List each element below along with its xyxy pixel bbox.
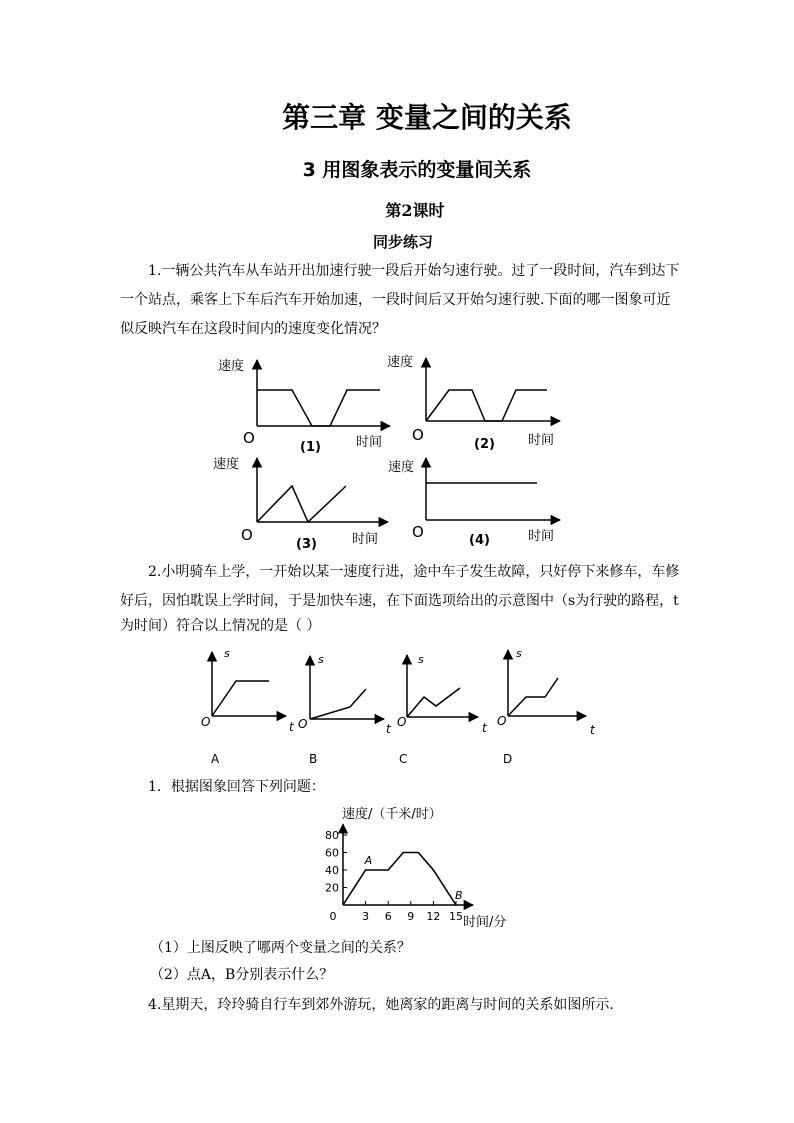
chart-y-tick-label: 80 [325,829,339,842]
graph-1-origin: O [243,429,255,447]
chart-series-line [343,853,456,906]
option-c-y-label: s [418,653,424,666]
graph-2-origin: O [412,426,424,444]
graph-3-caption: (3) [296,537,317,552]
chart-x-tick-label: 0 [329,910,337,923]
q3-prompt: 1．根据图象回答下列问题： [148,779,325,795]
graph-4-origin: O [412,523,424,541]
option-d-origin: O [497,714,507,728]
chart-point-label: B [455,889,463,902]
lesson-label: 第2课时 [385,201,445,220]
option-b-label: B [309,752,318,766]
option-a-label: A [211,752,220,766]
option-c-label: C [399,752,408,766]
chart-point-label: A [364,854,373,867]
chart-x-axis-label: 时间/分 [463,915,507,930]
option-a-y-label: s [224,647,230,660]
option-d-y-label: s [516,647,522,660]
chart-y-tick-label: 60 [325,846,339,860]
graph-4-y-label: 速度 [388,460,415,475]
graph-2-caption: (2) [474,437,495,452]
option-b-x-label: t [386,722,391,736]
graph-3-x-label: 时间 [352,532,379,547]
graph-3-origin: O [241,526,253,544]
chart-x-tick-label: 15 [449,910,463,923]
option-c-origin: O [397,715,407,729]
q2-line-3: 为时间）符合以上情况的是（ ） [120,618,321,634]
q2-line-1: 2.小明骑车上学，一开始以某一速度行进，途中车子发生故障，只好停下来修车，车修 [148,564,680,580]
q1-line-3: 似反映汽车在这段时间内的速度变化情况？ [120,321,386,337]
graph-2-x-label: 时间 [528,433,555,448]
graph-4-x-label: 时间 [528,529,555,544]
practice-heading: 同步练习 [372,233,433,251]
option-d-label: D [503,752,513,766]
option-b-y-label: s [318,653,324,666]
chart-x-tick-label: 9 [407,910,415,923]
graph-1-x-label: 时间 [356,435,383,450]
graph-1-caption: (1) [300,440,321,455]
q2-line-2: 好后，因怕耽误上学时间，于是加快车速，在下面选项给出的示意图中（s为行驶的路程，t [120,593,679,609]
chart-x-tick-label: 6 [384,910,392,923]
chart-x-tick-label: 12 [426,910,441,923]
chapter-title: 第三章 变量之间的关系 [282,101,572,134]
chart-y-tick-label: 20 [325,881,339,895]
chart-y-tick-label: 40 [325,864,339,877]
q3-sub-2: （2）点A，B分别表示什么？ [150,967,334,983]
graph-2-y-label: 速度 [387,355,414,370]
option-a-origin: O [201,715,211,729]
chart-x-tick-label: 3 [362,910,370,923]
option-c-x-label: t [482,721,487,735]
graph-1-y-label: 速度 [218,359,245,374]
q1-line-1: 1.一辆公共汽车从车站开出加速行驶一段后开始匀速行驶。过了一段时间，汽车到达下 [148,263,680,279]
option-a-x-label: t [289,720,294,734]
q4-line-1: 4.星期天，玲玲骑自行车到郊外游玩，她离家的距离与时间的关系如图所示. [148,997,614,1013]
graph-4-caption: (4) [469,533,490,548]
option-d-x-label: t [590,723,595,737]
chart-y-axis-label: 速度/（千米/时） [342,807,442,822]
graph-3-y-label: 速度 [213,457,240,472]
q3-sub-1: （1）上图反映了哪两个变量之间的关系？ [150,940,411,956]
q1-line-2: 一个站点，乘客上下车后汽车开始加速，一段时间后又开始匀速行驶.下面的哪一图象可近 [120,292,671,308]
option-b-origin: O [298,717,308,731]
section-title: 3 用图象表示的变量间关系 [302,159,532,181]
